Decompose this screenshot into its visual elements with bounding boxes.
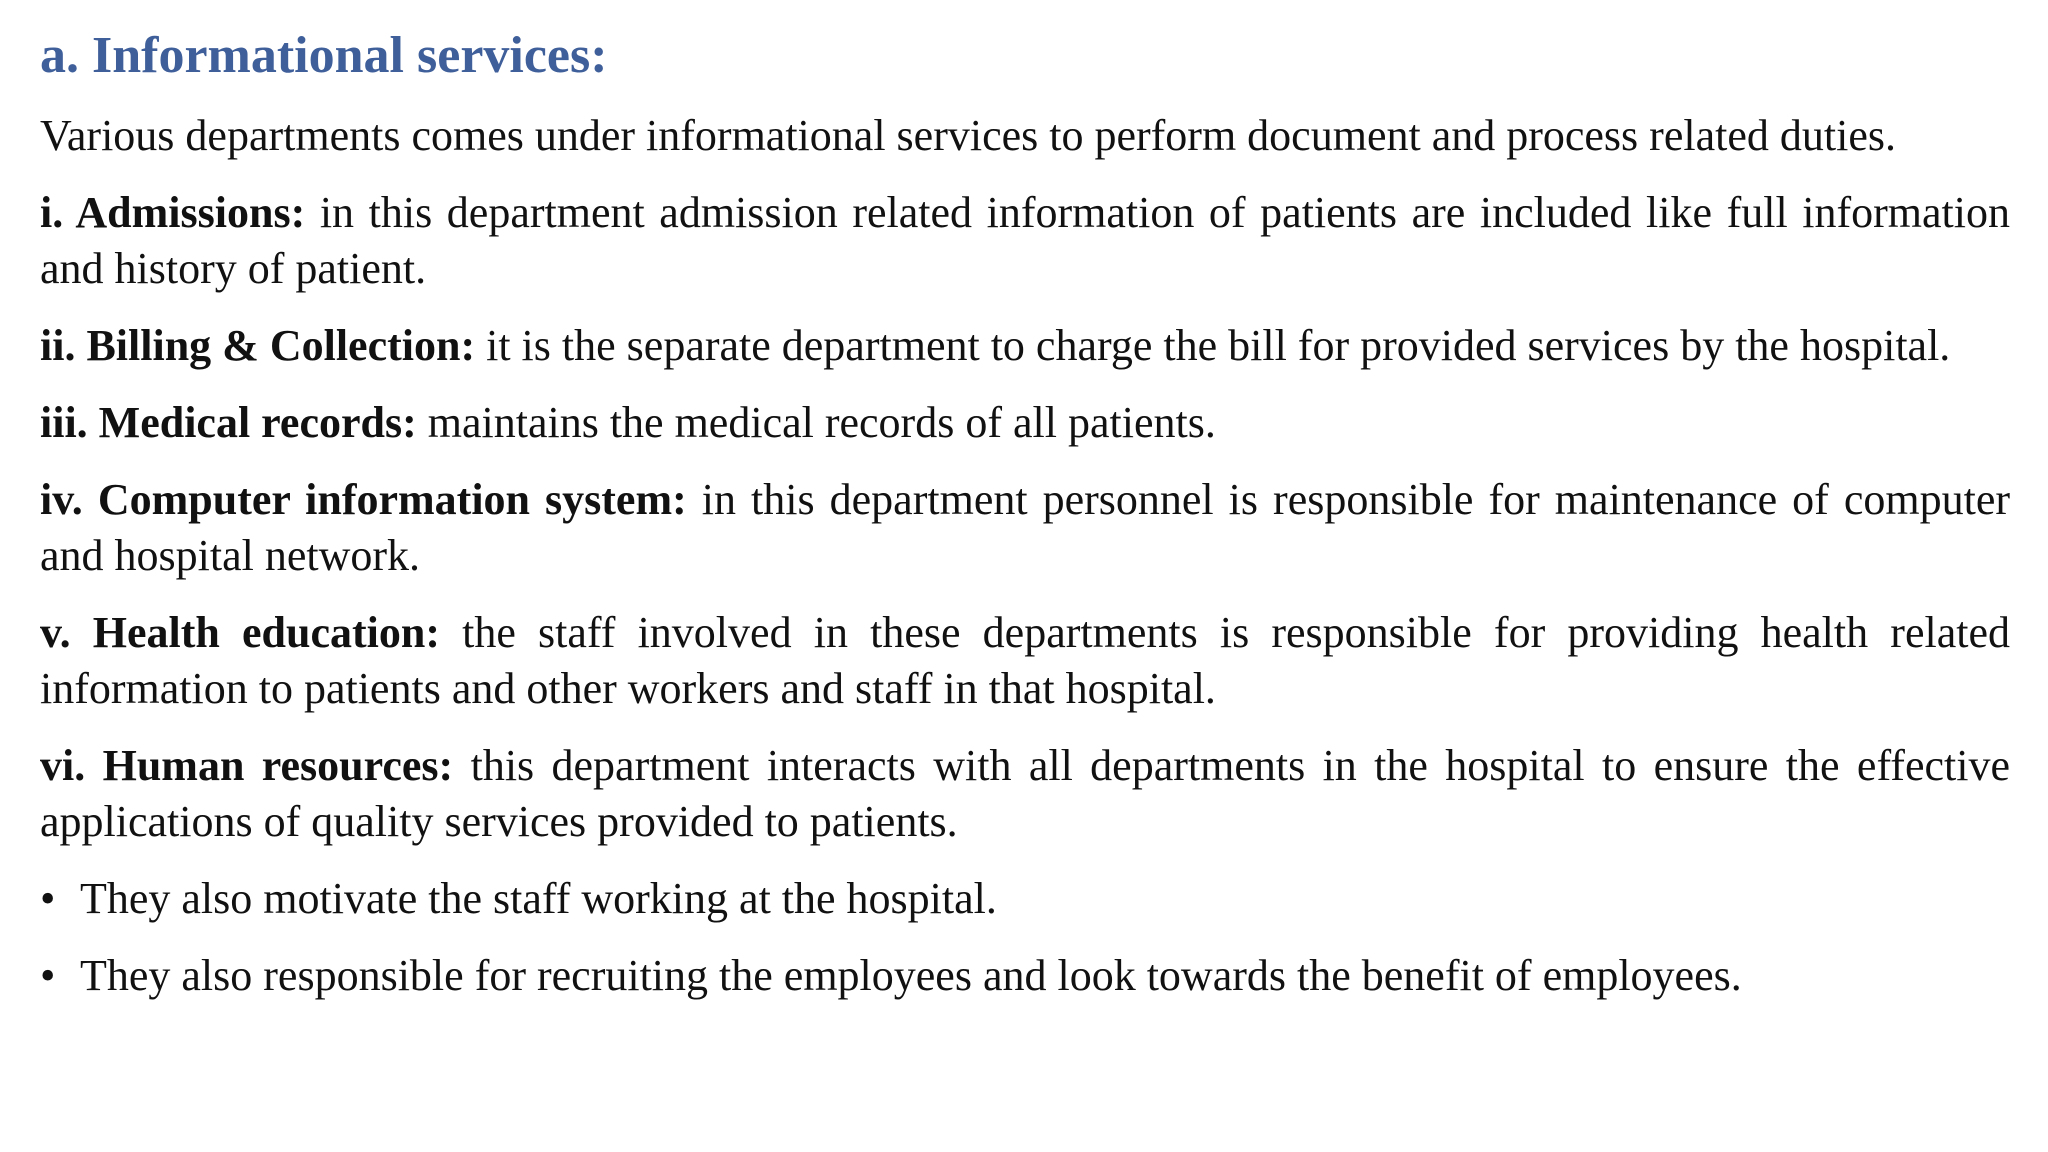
department-description: it is the separate department to charge the bill for provided services by the hospital. <box>475 321 1951 370</box>
section-heading: a. Informational services: <box>40 27 608 84</box>
department-term: i. Admissions: <box>40 188 306 237</box>
department-human-resources <box>40 738 2010 850</box>
bullet-text: They also responsible for recruiting the employees and look towards the benefit of employees. <box>80 951 1742 1000</box>
intro-paragraph: Various departments comes under informational services to perform document and process related duties. <box>40 111 1896 160</box>
department-description: maintains the medical records of all patients. <box>416 398 1216 447</box>
department-term: iii. Medical records: <box>40 398 417 447</box>
list-item <box>40 948 2010 1004</box>
department-medical-records <box>40 395 2010 451</box>
bullet-list <box>40 871 2010 1004</box>
list-item <box>40 871 2010 927</box>
department-term: iv. Computer information system: <box>40 475 687 524</box>
department-health-education <box>40 605 2010 717</box>
department-computer-information-system <box>40 472 2010 584</box>
department-term: vi. Human resources: <box>40 741 454 790</box>
bullet-icon: • <box>40 951 56 1000</box>
department-admissions <box>40 185 2010 297</box>
document-page <box>40 20 2010 1025</box>
department-term: ii. Billing & Collection: <box>40 321 476 370</box>
department-billing <box>40 318 2010 374</box>
bullet-icon: • <box>40 874 56 923</box>
department-description: in this department personnel is responsible for maintenance of computer and hospital network. <box>40 475 2010 580</box>
bullet-text: They also motivate the staff working at the hospital. <box>80 874 997 923</box>
department-description: this department interacts with all departments in the hospital to ensure the effective applications of quality services provided to patients. <box>40 741 2010 846</box>
department-term: v. Health education: <box>40 608 440 657</box>
department-description: in this department admission related information of patients are included like full information and history of patient. <box>40 188 2011 293</box>
department-description: the staff involved in these departments is responsible for providing health related information to patients and other workers and staff in that hospital. <box>40 608 2010 713</box>
